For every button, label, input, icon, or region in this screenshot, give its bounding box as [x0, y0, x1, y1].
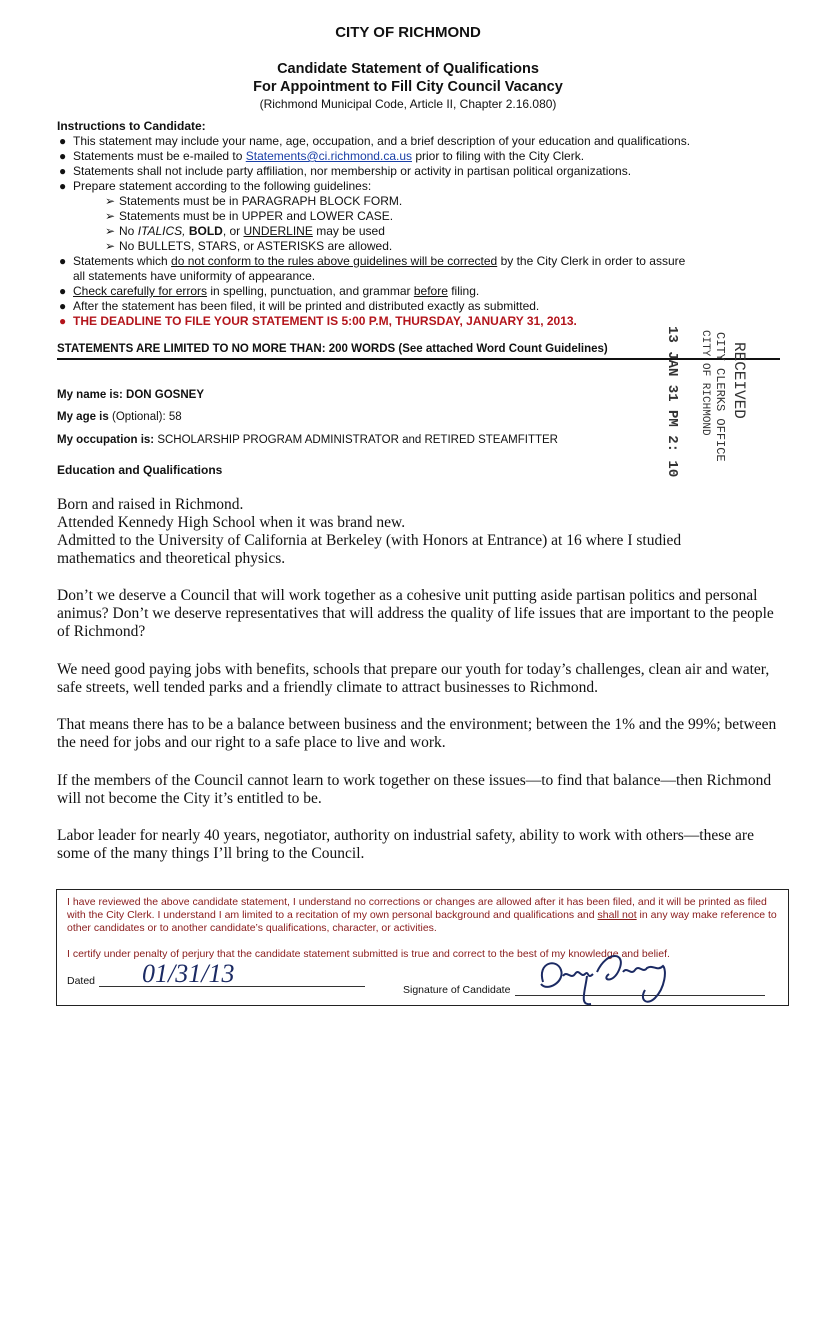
dated-handwritten	[137, 956, 257, 992]
statement-paragraph-1: Born and raised in Richmond. Attended Kennedy High School when it was brand new. Admitted to the University of California at Berkeley (with Honors at Entrance) at 16 where I studied mathematics and theoretical physics.	[57, 496, 682, 567]
instruction-item: ● Statements which do not conform to the rules above guidelines will be corrected by the City Clerk in order to assure all statements have uniformity of appearance.	[59, 254, 686, 283]
age-value: 58	[168, 411, 182, 423]
form-subtitle: For Appointment to Fill City Council Vacancy	[253, 79, 563, 95]
instructions	[57, 119, 777, 329]
instruction-item: ● Check carefully for errors in spelling, punctuation, and grammar before filing.	[59, 284, 480, 298]
instruction-item: ● This statement may include your name, age, occupation, and a brief description of your education and qualifications.	[59, 134, 691, 148]
svg-text:01/31/13: 01/31/13	[142, 959, 235, 988]
guideline-item: ➢ Statements must be in UPPER and LOWER CASE.	[105, 209, 394, 223]
name-value: DON GOSNEY	[126, 389, 204, 401]
instruction-item: ● Prepare statement according to the following guidelines:	[59, 179, 372, 193]
occupation-value: SCHOLARSHIP PROGRAM ADMINISTRATOR and RETIRED STEAMFITTER	[157, 434, 558, 446]
stamp-office-line3: CITY OF RICHMOND	[699, 330, 711, 436]
city-title: CITY OF RICHMOND	[335, 24, 481, 41]
instructions-title: Instructions to Candidate:	[57, 119, 206, 133]
email-link[interactable]: Statements@ci.richmond.ca.us	[245, 149, 412, 163]
statement-paragraph-2: Don’t we deserve a Council that will work together as a cohesive unit putting aside partisan politics and personal animus? Don’t we deserve representatives that will address the quality of life issues that are important to the people of Richmond?	[57, 587, 774, 640]
perjury-statement: I certify under penalty of perjury that the candidate statement submitted is true and correct to the best of my knowledge and belief.	[67, 948, 670, 960]
signature-label: Signature of Candidate	[403, 984, 511, 996]
certification-text: I have reviewed the above candidate statement, I understand no corrections or changes are allowed after it has been filed, and it will be printed as filed with the City Clerk. I understand I am limited to a recitation of my own personal background and qualifications and shall not in any way make reference to other candidates or to another candidate’s qualifications, character, or activities.	[67, 896, 777, 934]
received-stamp	[655, 320, 775, 480]
arrow-icon: ➢	[105, 239, 116, 253]
age-field: My age is (Optional): 58	[57, 411, 182, 423]
guideline-item: ➢ Statements must be in PARAGRAPH BLOCK FORM.	[105, 194, 403, 208]
occupation-field: My occupation is: SCHOLARSHIP PROGRAM ADMINISTRATOR and RETIRED STEAMFITTER	[57, 434, 558, 446]
guideline-item: ➢ No ITALICS, BOLD, or UNDERLINE may be used	[105, 224, 385, 238]
word-limit-notice: STATEMENTS ARE LIMITED TO NO MORE THAN: 200 WORDS (See attached Word Count Guidelines)	[57, 343, 608, 355]
guideline-item: ➢ No BULLETS, STARS, or ASTERISKS are allowed.	[105, 239, 393, 253]
statement-paragraph-4: That means there has to be a balance between business and the environment; between the 1% and the 99%; between the need for jobs and our right to a safe place to live and work.	[57, 716, 777, 751]
deadline-notice: ● THE DEADLINE TO FILE YOUR STATEMENT IS 5:00 P.M, THURSDAY, JANUARY 31, 2013.	[59, 314, 577, 328]
arrow-icon: ➢	[105, 194, 116, 208]
statement-paragraph-5: If the members of the Council cannot learn to work together on these issues—to find that balance—then Richmond will not become the City it’s entitled to be.	[57, 772, 772, 807]
code-reference: (Richmond Municipal Code, Article II, Chapter 2.16.080)	[259, 97, 557, 111]
stamp-date: 13 JAN 31 PM 2: 10	[664, 326, 680, 478]
form-title: Candidate Statement of Qualifications	[277, 61, 539, 77]
arrow-icon: ➢	[105, 209, 116, 223]
stamp-received: RECEIVED	[730, 342, 748, 419]
education-heading: Education and Qualifications	[57, 463, 223, 477]
signature-handwritten	[527, 940, 687, 1010]
stamp-office-line2: CITY CLERKS OFFICE	[713, 332, 727, 462]
statement-paragraph-3: We need good paying jobs with benefits, schools that prepare our youth for today’s challenges, clean air and water, safe streets, well tended parks and a friendly climate to attract businesses to Richmond.	[57, 661, 770, 696]
arrow-icon: ➢	[105, 224, 116, 238]
name-field: My name is: DON GOSNEY	[57, 389, 204, 401]
instruction-item: ● Statements shall not include party affiliation, nor membership or activity in partisan political organizations.	[59, 164, 632, 178]
dated-label: Dated	[67, 975, 96, 987]
instruction-item: ● After the statement has been filed, it will be printed and distributed exactly as submitted.	[59, 299, 540, 313]
certification-box	[56, 889, 789, 1006]
statement-paragraph-6: Labor leader for nearly 40 years, negotiator, authority on industrial safety, ability to work with others—these are some of the many things I’ll bring to the Council.	[57, 827, 754, 862]
instruction-item: ● Statements must be e-mailed to Statements@ci.richmond.ca.us prior to filing with the City Clerk.	[59, 149, 585, 163]
